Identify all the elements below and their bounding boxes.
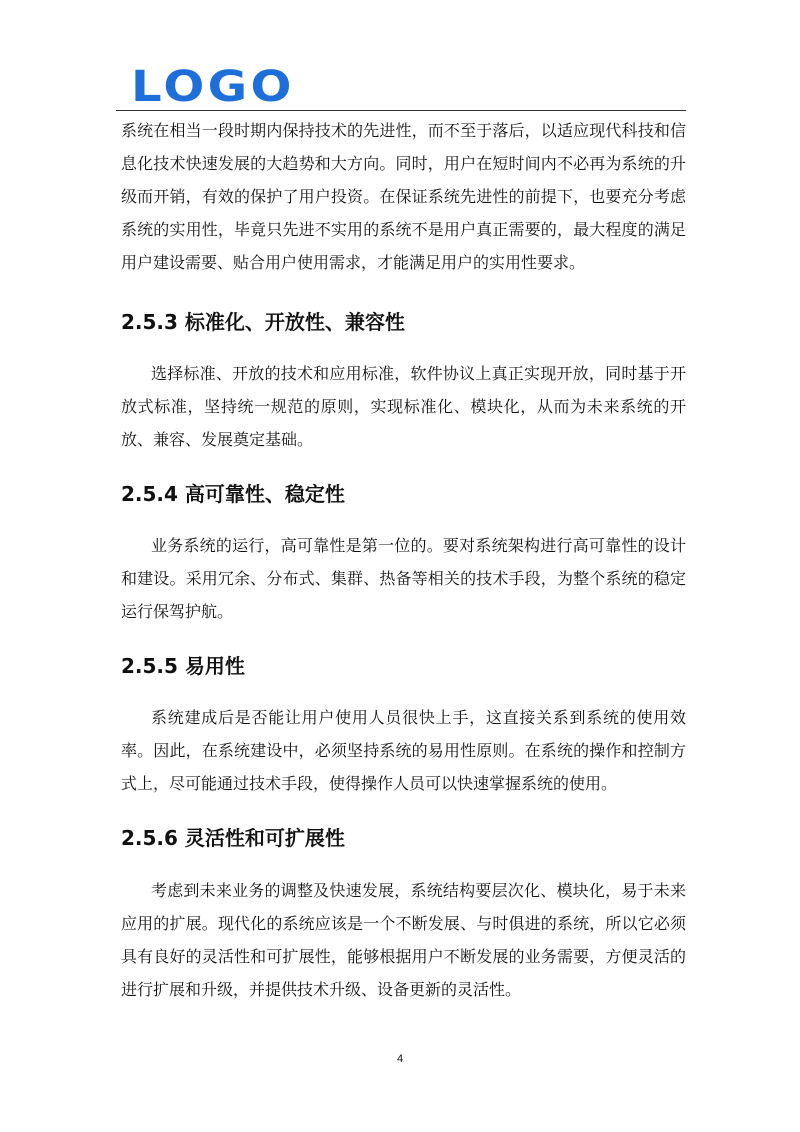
section-paragraph-2-5-6: 考虑到未来业务的调整及快速发展，系统结构要层次化、模块化，易于未来应用的扩展。现代化的系统应该是一个不断发展、与时俱进的系统，所以它必须具有良好的灵活性和可扩展性，能够根据用户不断发展的业务需要，方便灵活的进行扩展和升级，并提供技术升级、设备更新的灵活性。	[121, 881, 686, 999]
section-heading-2-5-3: 2.5.3 标准化、开放性、兼容性	[121, 310, 405, 334]
section-heading-2-5-5: 2.5.5 易用性	[121, 654, 245, 678]
section-heading-2-5-4: 2.5.4 高可靠性、稳定性	[121, 482, 345, 506]
intro-paragraph: 系统在相当一段时期内保持技术的先进性，而不至于落后，以适应现代科技和信息化技术快速发展的大趋势和大方向。同时，用户在短时间内不必再为系统的升级而开销，有效的保护了用户投资。在保证系统先进性的前提下，也要充分考虑系统的实用性，毕竟只先进不实用的系统不是用户真正需要的，最大程度的满足用户建设需要、贴合用户使用需求，才能满足用户的实用性要求。	[121, 121, 686, 272]
header-divider	[116, 110, 686, 111]
section-heading-2-5-6: 2.5.6 灵活性和可扩展性	[121, 826, 345, 850]
section-paragraph-2-5-3: 选择标准、开放的技术和应用标准，软件协议上真正实现开放，同时基于开放式标准，坚持统一规范的原则，实现标准化、模块化，从而为未来系统的开放、兼容、发展奠定基础。	[121, 364, 686, 449]
logo: LOGO	[131, 62, 295, 112]
page-number: 4	[396, 1053, 404, 1065]
document-body	[121, 114, 686, 1006]
section-paragraph-2-5-5: 系统建成后是否能让用户使用人员很快上手，这直接关系到系统的使用效率。因此，在系统建设中，必须坚持系统的易用性原则。在系统的操作和控制方式上，尽可能通过技术手段，使得操作人员可以快速掌握系统的使用。	[121, 708, 686, 793]
section-paragraph-2-5-4: 业务系统的运行，高可靠性是第一位的。要对系统架构进行高可靠性的设计和建设。采用冗余、分布式、集群、热备等相关的技术手段，为整个系统的稳定运行保驾护航。	[121, 536, 686, 621]
